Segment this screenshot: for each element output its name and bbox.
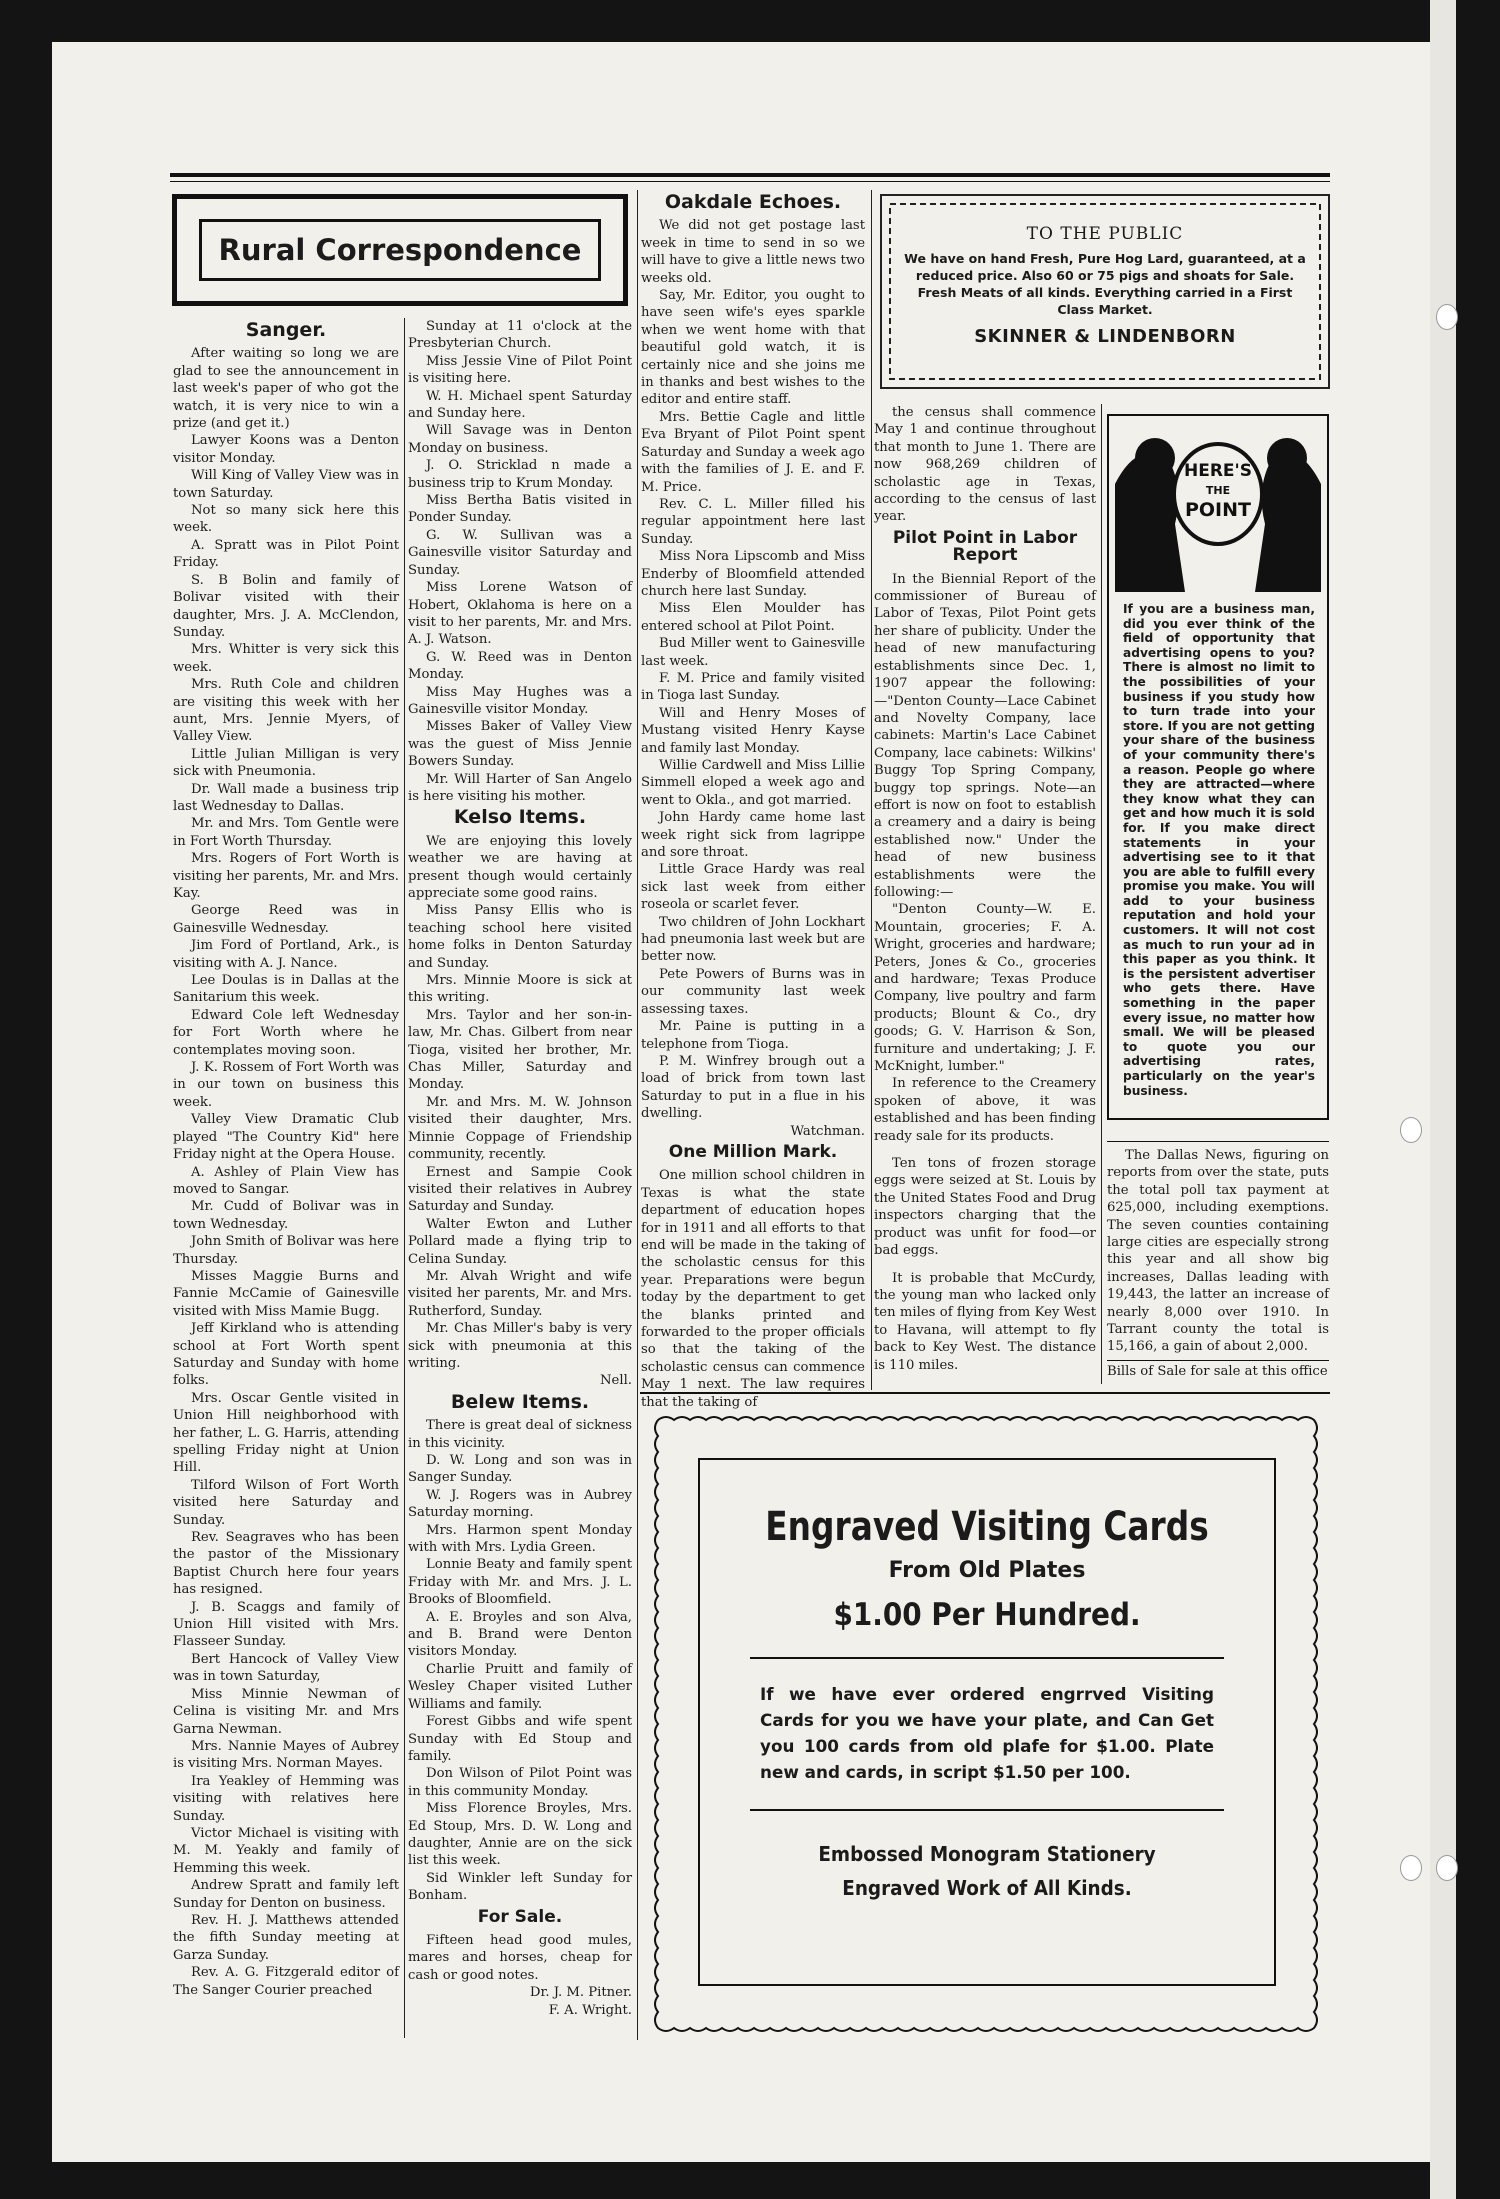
heres-the-point-illustration: [1115, 424, 1321, 592]
cards-body: If we have ever ordered engrrved Visiting Cards for you we have your plate, and Can Get you 100 cards from old plafe for $1.00. Plate new and cards, in script $1.50 per 100.: [760, 1684, 1214, 1782]
sanger-column: [173, 318, 399, 2038]
news-paragraph: Will King of Valley View was in town Saturday.: [173, 468, 399, 501]
column-three: [641, 190, 865, 1410]
news-paragraph: Mrs. Bettie Cagle and little Eva Bryant of Pilot Point spent Saturday and Sunday a week ago with the families of J. E. and F. M. Price.: [641, 409, 865, 495]
news-paragraph: Miss Elen Moulder has entered school at Pilot Point.: [641, 601, 865, 634]
advertising-ad: [1107, 414, 1329, 1120]
news-paragraph: S. B Bolin and family of Bolivar visited with their daughter, Mrs. J. A. McClendon, Sunday.: [173, 572, 399, 640]
million-body: [641, 1167, 865, 1411]
news-paragraph: Fifteen head good mules, mares and horses, cheap for cash or good notes.: [408, 1932, 632, 1983]
news-paragraph: Say, Mr. Editor, you ought to have seen wife's eyes sparkle when we went home with that beautiful gold watch, it is certainly nice and she joins me in thanks and best wishes to the editor and entire staff.: [641, 288, 865, 408]
cards-divider: [750, 1657, 1224, 1659]
news-paragraph: It is probable that McCurdy, the young man who lacked only ten miles of flying from Key West to Havana, will attempt to fly back to Key West. The distance is 110 miles.: [874, 1270, 1096, 1373]
news-paragraph: Will and Henry Moses of Mustang visited Henry Kayse and family last Monday.: [641, 705, 865, 756]
news-paragraph: In reference to the Creamery spoken of above, it was established and has been finding ready sale for its products.: [874, 1076, 1096, 1144]
news-paragraph: Edward Cole left Wednesday for Fort Worth where he contemplates moving soon.: [173, 1007, 399, 1058]
news-paragraph: Rev. Seagraves who has been the pastor of the Missionary Baptist Church here four years has resigned.: [173, 1530, 399, 1598]
oakdale-body: [641, 217, 865, 1122]
news-paragraph: Don Wilson of Pilot Point was in this community Monday.: [408, 1766, 632, 1799]
column-divider: [637, 190, 638, 2040]
news-paragraph: G. W. Reed was in Denton Monday.: [408, 649, 632, 683]
news-paragraph: Ernest and Sampie Cook visited their relatives in Aubrey Saturday and Sunday.: [408, 1164, 632, 1215]
news-paragraph: Mr. Chas Miller's baby is very sick with pneumonia at this writing.: [408, 1321, 632, 1371]
news-paragraph: Little Julian Milligan is very sick with Pneumonia.: [173, 746, 399, 780]
cards-footer-1: Embossed Monogram Stationery: [818, 1842, 1156, 1866]
news-paragraph: Miss Minnie Newman of Celina is visiting Mr. and Mrs Garna Newman.: [173, 1686, 399, 1737]
news-paragraph: Mrs. Oscar Gentle visited in Union Hill neighborhood with her father, L. G. Harris, attending spelling Friday night at Union Hill.: [173, 1390, 399, 1476]
news-paragraph: Dr. Wall made a business trip last Wednesday to Dallas.: [173, 781, 399, 814]
point-line-3: POINT: [1184, 499, 1252, 521]
cards-price: $1.00 Per Hundred.: [833, 1597, 1141, 1633]
news-paragraph: Misses Baker of Valley View was the guest of Miss Jennie Bowers Sunday.: [408, 719, 632, 770]
news-paragraph: Pete Powers of Burns was in our community last week assessing taxes.: [641, 966, 865, 1017]
column-divider: [404, 318, 405, 2038]
visiting-cards-panel: [698, 1458, 1276, 1986]
point-line-1: HERE'S: [1184, 461, 1252, 481]
news-paragraph: Rev. A. G. Fitzgerald editor of The Sanger Courier preached: [173, 1965, 399, 1998]
news-paragraph: A. Ashley of Plain View has moved to Sangar.: [173, 1164, 399, 1197]
public-ad: [880, 194, 1330, 389]
million-heading: One Million Mark.: [668, 1141, 838, 1162]
mccurdy-body: [874, 1270, 1096, 1374]
news-paragraph: Not so many sick here this week.: [173, 503, 399, 536]
news-paragraph: Two children of John Lockhart had pneumonia last week but are better now.: [641, 914, 865, 965]
binding-hole: [1436, 1855, 1458, 1881]
for-sale-signature-2: F. A. Wright.: [548, 2002, 632, 2018]
news-paragraph: Mrs. Harmon spent Monday with with Mrs. Lydia Green.: [408, 1522, 632, 1556]
oakdale-signature: Watchman.: [790, 1123, 865, 1139]
belew-body: [408, 1417, 632, 1904]
news-paragraph: Miss Jessie Vine of Pilot Point is visiting here.: [408, 353, 632, 387]
kelso-heading: Kelso Items.: [453, 806, 587, 829]
bills-of-sale-notice: Bills of Sale for sale at this office: [1107, 1360, 1329, 1380]
news-paragraph: Ten tons of frozen storage eggs were seized at St. Louis by the United States Food and Drug inspectors charging that the product was unfit for food—or bad eggs.: [874, 1156, 1096, 1259]
news-paragraph: Mr. Will Harter of San Angelo is here visiting his mother.: [408, 771, 632, 804]
binding-hole: [1400, 1117, 1422, 1143]
cards-title: Engraved Visiting Cards: [765, 1504, 1209, 1550]
news-paragraph: John Hardy came home last week right sick from lagrippe and sore throat.: [641, 810, 865, 861]
news-paragraph: Mrs. Minnie Moore is sick at this writing.: [408, 973, 632, 1006]
news-paragraph: Lee Doulas is in Dallas at the Sanitarium this week.: [173, 973, 399, 1006]
news-paragraph: Mrs. Rogers of Fort Worth is visiting her parents, Mr. and Mrs. Kay.: [173, 851, 399, 901]
news-paragraph: After waiting so long we are glad to see the announcement in last week's paper of who got the watch, it is very nice to win a prize (and get it.): [173, 346, 399, 432]
labor-heading: Pilot Point in Labor Report: [892, 527, 1078, 566]
news-paragraph: Miss Nora Lipscomb and Miss Enderby of Bloomfield attended church here last Sunday.: [641, 549, 865, 599]
news-paragraph: Rev. H. J. Matthews attended the fifth Sunday meeting at Garza Sunday.: [173, 1912, 399, 1963]
news-paragraph: The Dallas News, figuring on reports from over the state, puts the total poll tax payment at 625,000, including exemptions. The seven counties containing large cities are especially strong this year and all show big increases, Dallas leading with 19,443, the latter an increase of nearly 8,000 over 1910. In Tarrant county the total is 15,166, a gain of about 2,000.: [1107, 1148, 1329, 1355]
eggs-body: [874, 1155, 1096, 1259]
news-paragraph: Mr. and Mrs. M. W. Johnson visited their daughter, Mrs. Minnie Coppage of Friendship community, recently.: [408, 1094, 632, 1163]
news-paragraph: Bud Miller went to Gainesville last week.: [641, 636, 865, 669]
section-title: Rural Correspondence: [199, 219, 601, 281]
news-paragraph: G. W. Sullivan was a Gainesville visitor Saturday and Sunday.: [408, 527, 632, 578]
section-banner: [172, 194, 628, 306]
dallas-news-item: [1107, 1147, 1329, 1387]
news-paragraph: Sid Winkler left Sunday for Bonham.: [408, 1870, 632, 1904]
news-paragraph: Mrs. Whitter is very sick this week.: [173, 642, 399, 675]
col2-top-body: [408, 318, 632, 805]
top-rule-thin: [170, 181, 1330, 182]
cards-footer-2: Engraved Work of All Kinds.: [842, 1876, 1132, 1900]
news-paragraph: J. O. Stricklad n made a business trip to Krum Monday.: [408, 458, 632, 491]
col4-body: [874, 404, 1096, 526]
news-paragraph: Andrew Spratt and family left Sunday for Denton on business.: [173, 1878, 399, 1911]
cards-subtitle: From Old Plates: [888, 1558, 1086, 1583]
for-sale-signature-1: Dr. J. M. Pitner.: [529, 1985, 632, 2001]
news-paragraph: Miss Bertha Batis visited in Ponder Sunday.: [408, 493, 632, 526]
item-rule: [1107, 1141, 1329, 1142]
visiting-cards-ad: [640, 1402, 1330, 2042]
column-divider: [1101, 404, 1102, 1384]
news-paragraph: the census shall commence May 1 and continue throughout that month to June 1. There are now 968,269 children of scholastic age in Texas, according to the census of last year.: [874, 405, 1096, 525]
news-paragraph: Victor Michael is visiting with M. M. Yeakly and family of Hemming this week.: [173, 1825, 399, 1876]
binding-hole: [1400, 1855, 1422, 1881]
sanger-heading: Sanger.: [245, 319, 327, 341]
sanger-body: [173, 345, 399, 1999]
news-paragraph: Lonnie Beaty and family spent Friday with Mr. and Mrs. J. L. Brooks of Bloomfield.: [408, 1557, 632, 1608]
top-rule: [170, 173, 1330, 177]
column-four: [874, 404, 1096, 1384]
news-paragraph: W. J. Rogers was in Aubrey Saturday morning.: [408, 1487, 632, 1521]
news-paragraph: Willie Cardwell and Miss Lillie Simmell eloped a week ago and went to Okla., and got married.: [641, 758, 865, 808]
news-paragraph: There is great deal of sickness in this vicinity.: [408, 1418, 632, 1451]
news-paragraph: Mrs. Ruth Cole and children are visiting this week with her aunt, Mrs. Jennie Myers, of Valley View.: [173, 677, 399, 745]
news-paragraph: Mr. Alvah Wright and wife visited her parents, Mr. and Mrs. Rutherford, Sunday.: [408, 1268, 632, 1319]
news-paragraph: George Reed was in Gainesville Wednesday.: [173, 903, 399, 936]
binding-hole: [1436, 304, 1458, 330]
point-line-2: THE: [1205, 484, 1231, 497]
news-paragraph: Jim Ford of Portland, Ark., is visiting with A. J. Nance.: [173, 938, 399, 971]
news-paragraph: W. H. Michael spent Saturday and Sunday here.: [408, 388, 632, 422]
news-paragraph: Mr. Paine is putting in a telephone from Tioga.: [641, 1019, 865, 1052]
news-paragraph: J. B. Scaggs and family of Union Hill visited with Mrs. Flasseer Sunday.: [173, 1599, 399, 1650]
labor-body: [874, 571, 1096, 1145]
news-paragraph: Mrs. Nannie Mayes of Aubrey is visiting Mrs. Norman Mayes.: [173, 1738, 399, 1772]
public-ad-firm: SKINNER & LINDENBORN: [974, 326, 1236, 347]
news-paragraph: Lawyer Koons was a Denton visitor Monday.: [173, 433, 399, 466]
news-paragraph: Bert Hancock of Valley View was in town Saturday,: [173, 1651, 399, 1685]
news-paragraph: "Denton County—W. E. Mountain, groceries; F. A. Wright, groceries and hardware; Peters, Jones & Co., groceries and hardware; Texas Produce Company, live poultry and farm products; Blount & Co., dry goods; G. V. Harrison & Son, furniture and undertaking; J. F. McKnight, lumber.": [874, 902, 1096, 1075]
belew-heading: Belew Items.: [450, 1390, 590, 1413]
news-paragraph: A. Spratt was in Pilot Point Friday.: [173, 537, 399, 571]
public-ad-title: TO THE PUBLIC: [1026, 224, 1184, 244]
news-paragraph: Miss Pansy Ellis who is teaching school here visited home folks in Denton Saturday and Sunday.: [408, 903, 632, 971]
cards-divider: [750, 1809, 1224, 1811]
news-paragraph: Little Grace Hardy was real sick last week from either roseola or scarlet fever.: [641, 862, 865, 913]
news-paragraph: Mrs. Taylor and her son-in-law, Mr. Chas. Gilbert from near Tioga, visited her brother, Mr. Chas Miller, Saturday and Monday.: [408, 1007, 632, 1093]
news-paragraph: Will Savage was in Denton Monday on business.: [408, 423, 632, 456]
section-rule: [640, 1392, 1330, 1394]
news-paragraph: Walter Ewton and Luther Pollard made a flying trip to Celina Sunday.: [408, 1216, 632, 1267]
news-paragraph: Forest Gibbs and wife spent Sunday with Ed Stoup and family.: [408, 1714, 632, 1764]
news-paragraph: We did not get postage last week in time to send in so we will have to give a little news two weeks old.: [641, 218, 865, 286]
news-paragraph: We are enjoying this lovely weather we are having at present though would certainly appreciate some good rains.: [408, 833, 632, 901]
news-paragraph: Ira Yeakley of Hemming was visiting with relatives here Sunday.: [173, 1773, 399, 1824]
oakdale-heading: Oakdale Echoes.: [664, 191, 842, 213]
column-two: [408, 318, 632, 2038]
news-paragraph: Charlie Pruitt and family of Wesley Chaper visited Luther Williams and family.: [408, 1661, 632, 1712]
for-sale-heading: For Sale.: [477, 1906, 563, 1927]
news-paragraph: Valley View Dramatic Club played "The Country Kid" here Friday night at the Opera House.: [173, 1112, 399, 1163]
news-paragraph: John Smith of Bolivar was here Thursday.: [173, 1234, 399, 1267]
news-paragraph: Mr. and Mrs. Tom Gentle were in Fort Worth Thursday.: [173, 816, 399, 849]
news-paragraph: P. M. Winfrey brough out a load of brick from town last Saturday to put in a flue in his dwelling.: [641, 1053, 865, 1122]
news-paragraph: Jeff Kirkland who is attending school at Fort Worth spent Saturday and Sunday with home folks.: [173, 1321, 399, 1389]
news-paragraph: Tilford Wilson of Fort Worth visited here Saturday and Sunday.: [173, 1477, 399, 1528]
column-divider: [871, 190, 872, 1390]
news-paragraph: D. W. Long and son was in Sanger Sunday.: [408, 1453, 632, 1486]
kelso-body: [408, 833, 632, 1373]
news-paragraph: Miss Lorene Watson of Hobert, Oklahoma is here on a visit to her parents, Mr. and Mrs. A. J. Watson.: [408, 580, 632, 648]
for-sale-body: [408, 1932, 632, 1984]
public-ad-body: We have on hand Fresh, Pure Hog Lard, guaranteed, at a reduced price. Also 60 or 75 pigs and shoats for Sale. Fresh Meats of all kinds. Everything carried in a First Class Market.: [904, 251, 1306, 317]
news-paragraph: A. E. Broyles and son Alva, and B. Brand were Denton visitors Monday.: [408, 1609, 632, 1660]
news-paragraph: Miss May Hughes was a Gainesville visitor Monday.: [408, 684, 632, 717]
news-paragraph: J. K. Rossem of Fort Worth was in our town on business this week.: [173, 1060, 399, 1110]
dallas-body: [1107, 1147, 1329, 1356]
news-paragraph: One million school children in Texas is what the state department of education hopes for in 1911 and all efforts to that end will be made in the taking of the scholastic census for this year. Preparations were begun today by the department to get the blanks printed and forwarded to the proper officials so that the taking of the scholastic census can commence May 1 next. The law requires that the taking of: [641, 1168, 865, 1410]
kelso-signature: Nell.: [600, 1373, 632, 1389]
news-paragraph: In the Biennial Report of the commissioner of Bureau of Labor of Texas, Pilot Point gets her share of publicity. Under the head of new manufacturing establishments since Dec. 1, 1907 appear the following:—"Denton County—Lace Cabinet and Novelty Company, lace cabinets: Martin's Lace Cabinet Company, lace cabinets: Wilkins' Buggy Top Spring Company, buggy top springs. Note—an effort is now on foot to establish a creamery and a dairy is being established now." Under the head of new business establishments were the following:—: [874, 571, 1096, 900]
news-paragraph: Mr. Cudd of Bolivar was in town Wednesday.: [173, 1199, 399, 1232]
news-paragraph: F. M. Price and family visited in Tioga last Sunday.: [641, 670, 865, 704]
news-paragraph: Rev. C. L. Miller filled his regular appointment here last Sunday.: [641, 496, 865, 547]
advertising-ad-body: If you are a business man, did you ever think of the field of opportunity that advertising opens to you? There is almost no limit to the possibilities of your business if you study how to turn trade into your store. If you are not getting your share of the business of your community there's a reason. People go where they are attracted—where they know what they can get and how much it is sold for. If you make direct statements in your advertising see to it that you are able to fulfill every promise you make. You will add to your business reputation and hold your customers. It will not cost as much to run your ad in this paper as you think. It is the persistent advertiser who gets there. Have something in the paper every issue, no matter how small. We will be pleased to quote you our advertising rates, particularly on the year's business.: [1123, 602, 1316, 1098]
news-paragraph: Sunday at 11 o'clock at the Presbyterian Church.: [408, 319, 632, 352]
news-paragraph: Miss Florence Broyles, Mrs. Ed Stoup, Mrs. D. W. Long and daughter, Annie are on the sick list this week.: [408, 1801, 632, 1869]
news-paragraph: Misses Maggie Burns and Fannie McCamie of Gainesville visited with Miss Mamie Bugg.: [173, 1268, 399, 1319]
ad-border-ornament: [882, 196, 1328, 387]
